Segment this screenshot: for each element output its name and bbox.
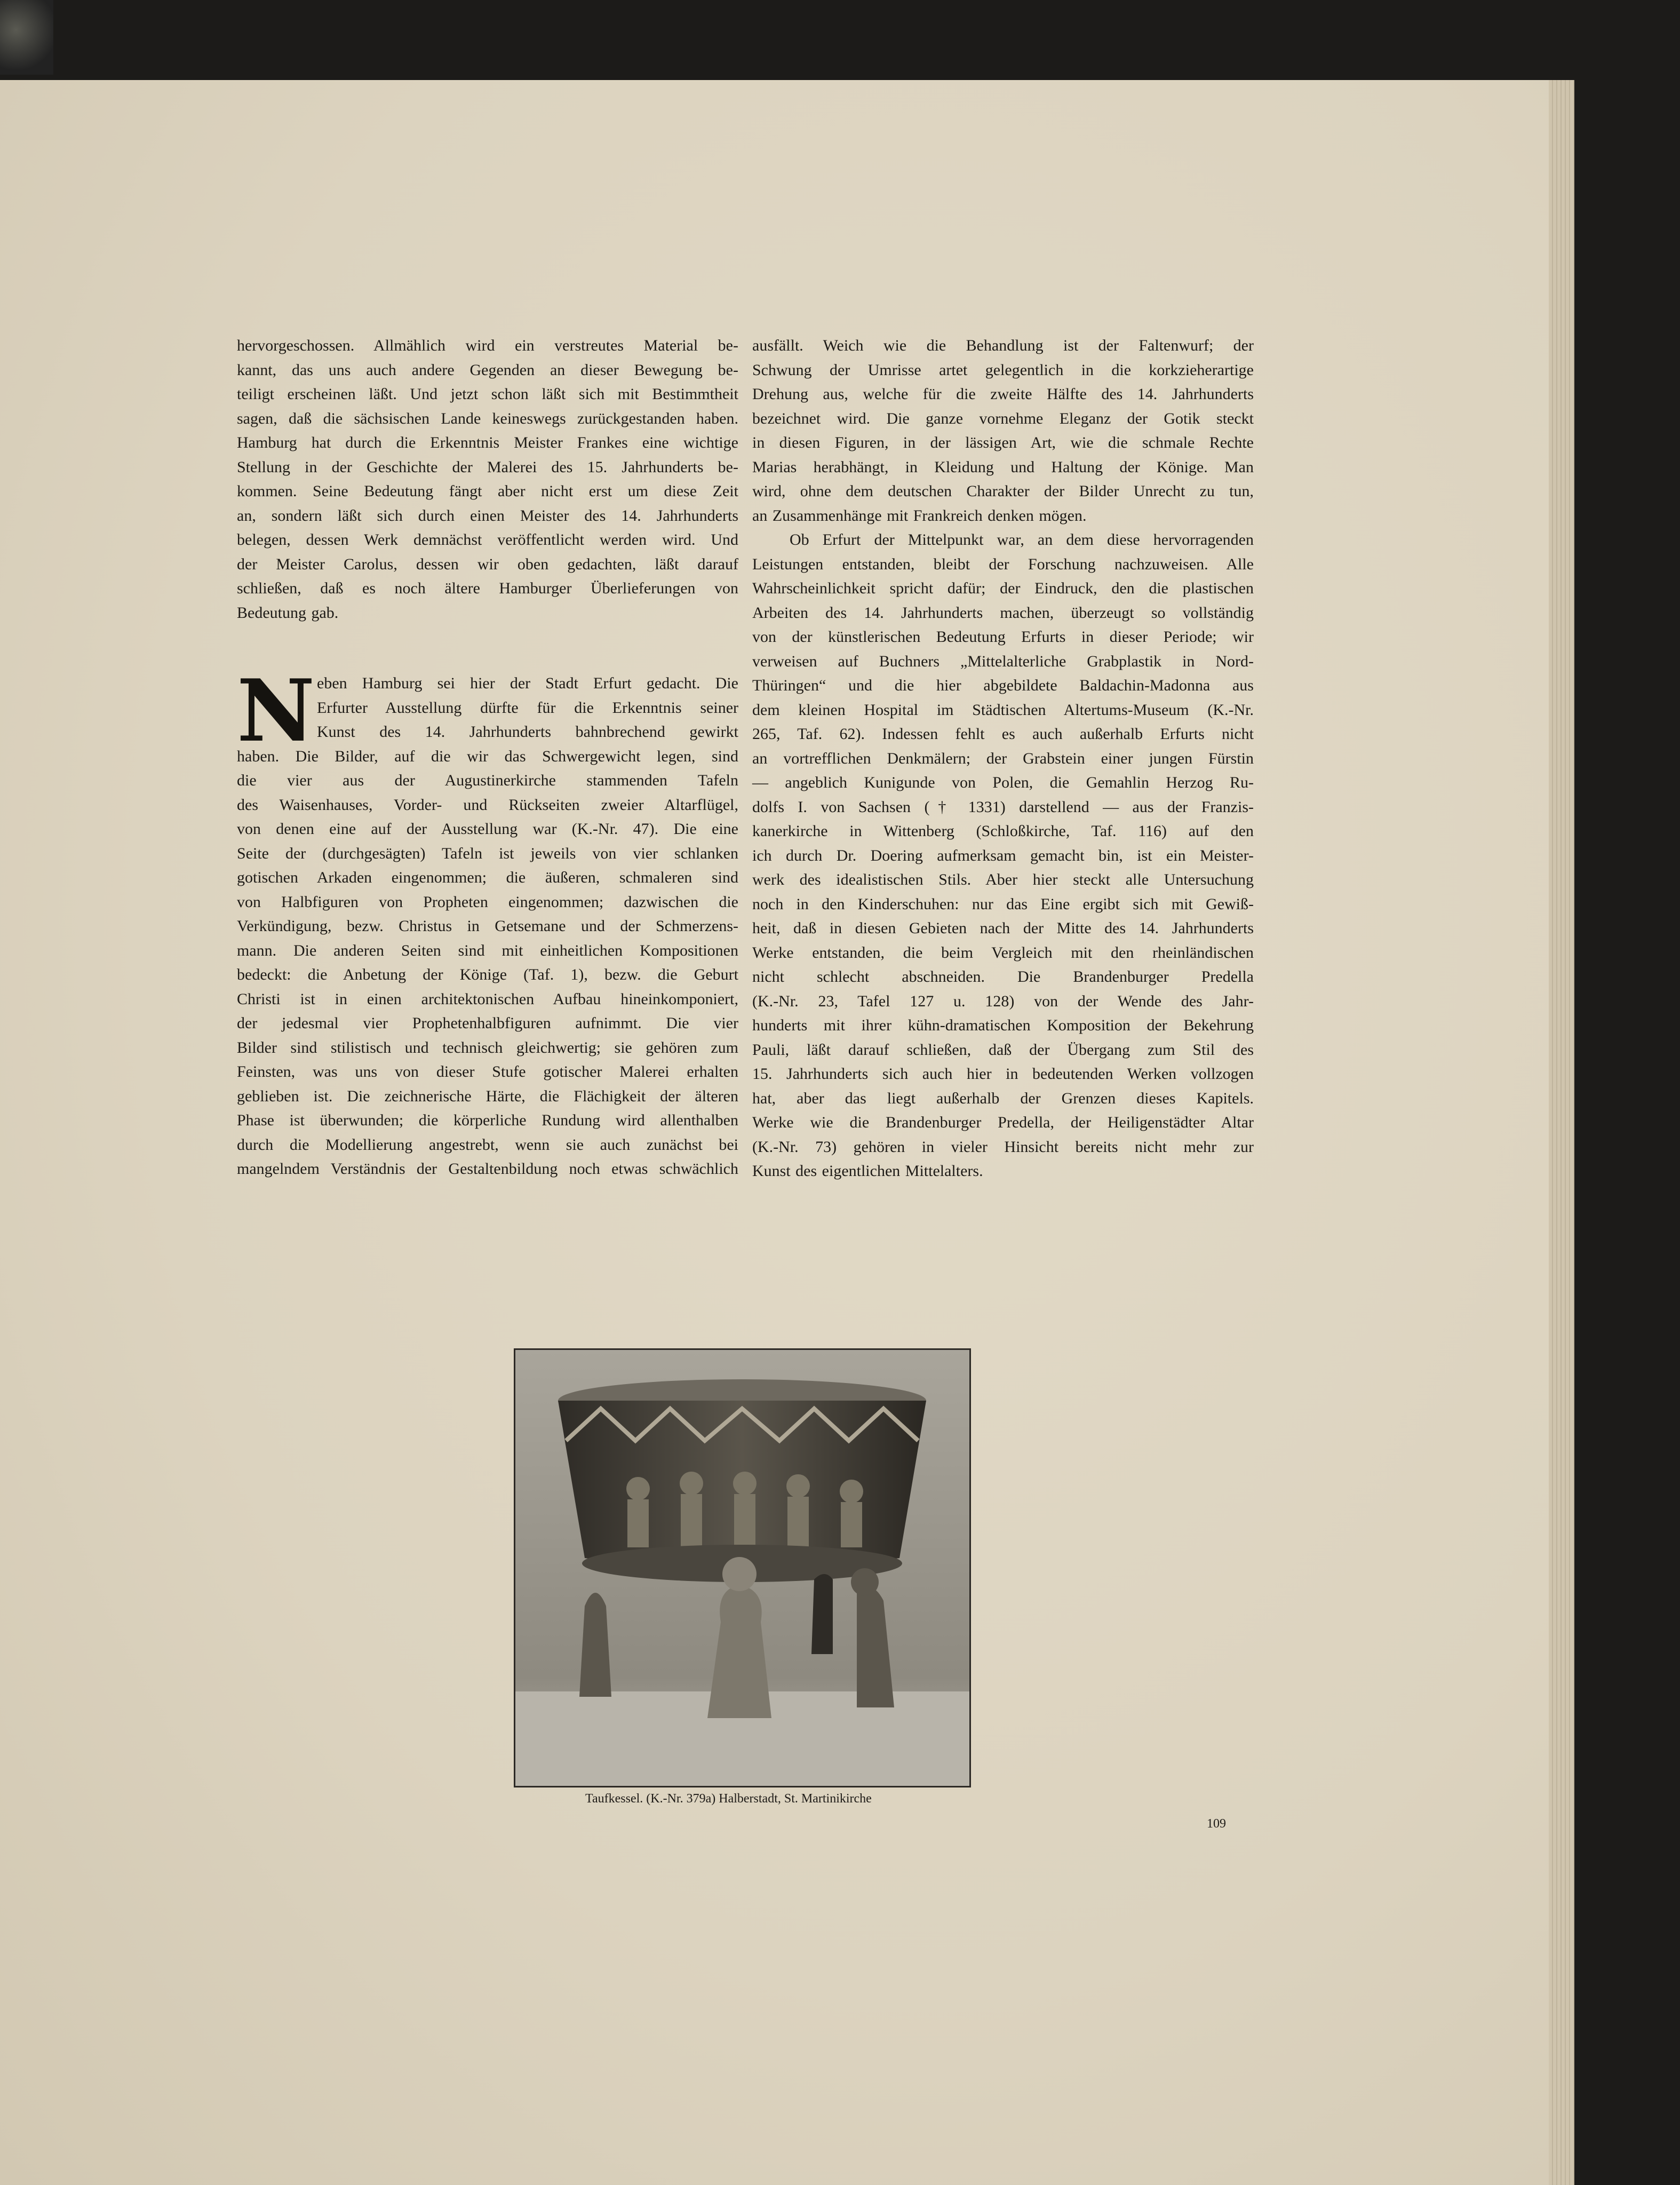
text-line: verweisen auf Buchners „Mittelalterliche Grabplastik in Nord- (752, 652, 1254, 670)
text-line: dem kleinen Hospital im Städtischen Altertums-Museum (K.-Nr. (752, 701, 1254, 719)
text-line: Kunst des 14. Jahrhunderts bahnbrechend gewirkt (317, 723, 738, 741)
text-line: Bedeutung gab. (237, 603, 339, 622)
text-line: durch die Modellierung angestrebt, wenn sie auch zunächst bei (237, 1135, 738, 1154)
text-line: heit, daß in diesen Gebieten nach der Mitte des 14. Jahrhunderts (752, 919, 1254, 937)
left-column-paragraph-2 (237, 661, 738, 1181)
text-line: mangelndem Verständnis der Gestaltenbildung noch etwas schwächlich (237, 1160, 738, 1178)
text-line: sagen, daß die sächsischen Lande keineswegs zurückgestanden haben. (237, 409, 738, 427)
text-line: kommen. Seine Bedeutung fängt aber nicht erst um diese Zeit (237, 482, 738, 500)
text-line: die vier aus der Augustinerkirche stammenden Tafeln (237, 772, 738, 789)
drop-cap: N (237, 661, 315, 761)
text-line: schließen, daß es noch ältere Hamburger Überlieferungen von (237, 579, 738, 597)
left-column-paragraph-1 (237, 333, 738, 625)
text-line: Schwung der Umrisse artet gelegentlich in die korkzieherartige (752, 361, 1254, 379)
text-line: Feinsten, was uns von dieser Stufe gotischer Malerei erhalten (237, 1063, 738, 1080)
text-line: Phase ist überwunden; die körperliche Rundung wird allenthalben (237, 1111, 738, 1129)
page-number: 109 (1207, 1817, 1226, 1831)
text-line: Thüringen“ und die hier abgebildete Baldachin-Madonna aus (752, 677, 1254, 694)
text-line: Marias herabhängt, in Kleidung und Haltung der Könige. Man (752, 458, 1254, 476)
text-line: an, sondern läßt sich durch einen Meister des 14. Jahrhunderts (237, 506, 738, 525)
text-line: hunderts mit ihrer kühn-dramatischen Komposition der Bekehrung (752, 1016, 1254, 1034)
text-line: ausfällt. Weich wie die Behandlung ist der Faltenwurf; der (752, 337, 1254, 354)
text-line: Werke wie die Brandenburger Predella, der Heiligenstädter Altar (752, 1114, 1254, 1131)
text-line: bedeckt: die Anbetung der Könige (Taf. 1), bezw. die Geburt (237, 966, 738, 983)
text-line: an Zusammenhänge mit Frankreich denken mögen. (752, 506, 1087, 525)
baptismal-font-illustration (515, 1350, 969, 1786)
baptismal-font-photo (514, 1348, 971, 1787)
text-line: Verkündigung, bezw. Christus in Getsemane und der Schmerzens- (237, 917, 738, 935)
text-line: Bilder sind stilistisch und technisch gleichwertig; sie gehören zum (237, 1038, 738, 1056)
text-line: an vortrefflichen Denkmälern; der Grabstein einer jungen Fürstin (752, 749, 1254, 767)
text-line: Christi ist in einen architektonischen Aufbau hineinkomponiert, (237, 990, 738, 1008)
text-line: eben Hamburg sei hier der Stadt Erfurt gedacht. Die (317, 674, 738, 692)
text-line: noch in den Kinderschuhen: nur das Eine ergibt sich mit Gewiß- (752, 895, 1254, 913)
text-line: Pauli, läßt darauf schließen, daß der Übergang zum Stil des (752, 1040, 1254, 1059)
text-line: von der künstlerischen Bedeutung Erfurts in dieser Periode; wir (752, 628, 1254, 646)
text-line: Kunst des eigentlichen Mittelalters. (752, 1162, 983, 1180)
text-line: geblieben ist. Die zeichnerische Härte, die Flächigkeit der älteren (237, 1087, 738, 1105)
scan-background-object (0, 0, 53, 75)
text-line: Ob Erfurt der Mittelpunkt war, an dem diese hervorragenden (790, 531, 1254, 549)
text-line: mann. Die anderen Seiten sind mit einheitlichen Kompositionen (237, 941, 738, 959)
text-line: Wahrscheinlichkeit spricht dafür; der Eindruck, den die plastischen (752, 579, 1254, 597)
text-line: von denen eine auf der Ausstellung war (K.-Nr. 47). Die eine (237, 820, 738, 838)
text-line: Erfurter Ausstellung dürfte für die Erkenntnis seiner (317, 698, 738, 717)
right-column-text (752, 333, 1254, 1183)
text-line: 15. Jahrhunderts sich auch hier in bedeutenden Werken vollzogen (752, 1065, 1254, 1083)
text-line: teiligt erscheinen läßt. Und jetzt schon läßt sich mit Bestimmtheit (237, 385, 738, 403)
text-line: gotischen Arkaden eingenommen; die äußeren, schmaleren sind (237, 869, 738, 886)
text-line: von Halbfiguren von Propheten eingenommen; dazwischen die (237, 893, 738, 911)
text-line: dolfs I. von Sachsen († 1331) darstellend — aus der Franzis- (752, 798, 1254, 816)
text-line: werk des idealistischen Stils. Aber hier steckt alle Untersuchung (752, 871, 1254, 888)
text-line: 265, Taf. 62). Indessen fehlt es auch außerhalb Erfurts nicht (752, 725, 1254, 743)
text-line: kannt, das uns auch andere Gegenden an dieser Bewegung be- (237, 361, 738, 379)
text-line: belegen, dessen Werk demnächst veröffentlicht werden wird. Und (237, 531, 738, 549)
text-line: nicht schlecht abschneiden. Die Brandenburger Predella (752, 968, 1254, 986)
text-line: Seite der (durchgesägten) Tafeln ist jeweils von vier schlanken (237, 844, 738, 862)
text-line: der jedesmal vier Prophetenhalbfiguren aufnimmt. Die vier (237, 1014, 738, 1032)
text-line: Leistungen entstanden, bleibt der Forschung nachzuweisen. Alle (752, 555, 1254, 573)
text-line: Arbeiten des 14. Jahrhunderts machen, überzeugt so vollständig (752, 603, 1254, 622)
text-line: in diesen Figuren, in der lässigen Art, wie die schmale Rechte (752, 434, 1254, 451)
text-line: hervorgeschossen. Allmählich wird ein verstreutes Material be- (237, 337, 738, 354)
text-line: des Waisenhauses, Vorder- und Rückseiten zweier Altarflügel, (237, 796, 738, 814)
text-line: — angeblich Kunigunde von Polen, die Gemahlin Herzog Ru- (752, 774, 1254, 791)
text-line: ich durch Dr. Doering aufmerksam gemacht bin, ist ein Meister- (752, 846, 1254, 864)
text-line: (K.-Nr. 23, Tafel 127 u. 128) von der Wende des Jahr- (752, 992, 1254, 1010)
text-line: hat, aber das liegt außerhalb der Grenzen dieses Kapitels. (752, 1089, 1254, 1107)
text-line: wird, ohne dem deutschen Charakter der Bilder Unrecht zu tun, (752, 482, 1254, 500)
text-line: (K.-Nr. 73) gehören in vieler Hinsicht bereits nicht mehr zur (752, 1138, 1254, 1156)
text-line: haben. Die Bilder, auf die wir das Schwergewicht legen, sind (237, 747, 738, 765)
text-line: Werke entstanden, die beim Vergleich mit den rheinländischen (752, 943, 1254, 962)
text-line: Stellung in der Geschichte der Malerei des 15. Jahrhunderts be- (237, 458, 738, 476)
page-stack-edge (1549, 80, 1574, 2185)
figure-caption: Taufkessel. (K.-Nr. 379a) Halberstadt, St. Martinikirche (585, 1792, 872, 1806)
text-line: kanerkirche in Wittenberg (Schloßkirche, Taf. 116) auf den (752, 822, 1254, 840)
text-line: bezeichnet wird. Die ganze vornehme Eleganz der Gotik steckt (752, 409, 1254, 427)
text-line: Drehung aus, welche für die zweite Hälfte des 14. Jahrhunderts (752, 385, 1254, 403)
text-line: der Meister Carolus, dessen wir oben gedachten, läßt darauf (237, 555, 738, 573)
text-line: Hamburg hat durch die Erkenntnis Meister Frankes eine wichtige (237, 434, 738, 451)
